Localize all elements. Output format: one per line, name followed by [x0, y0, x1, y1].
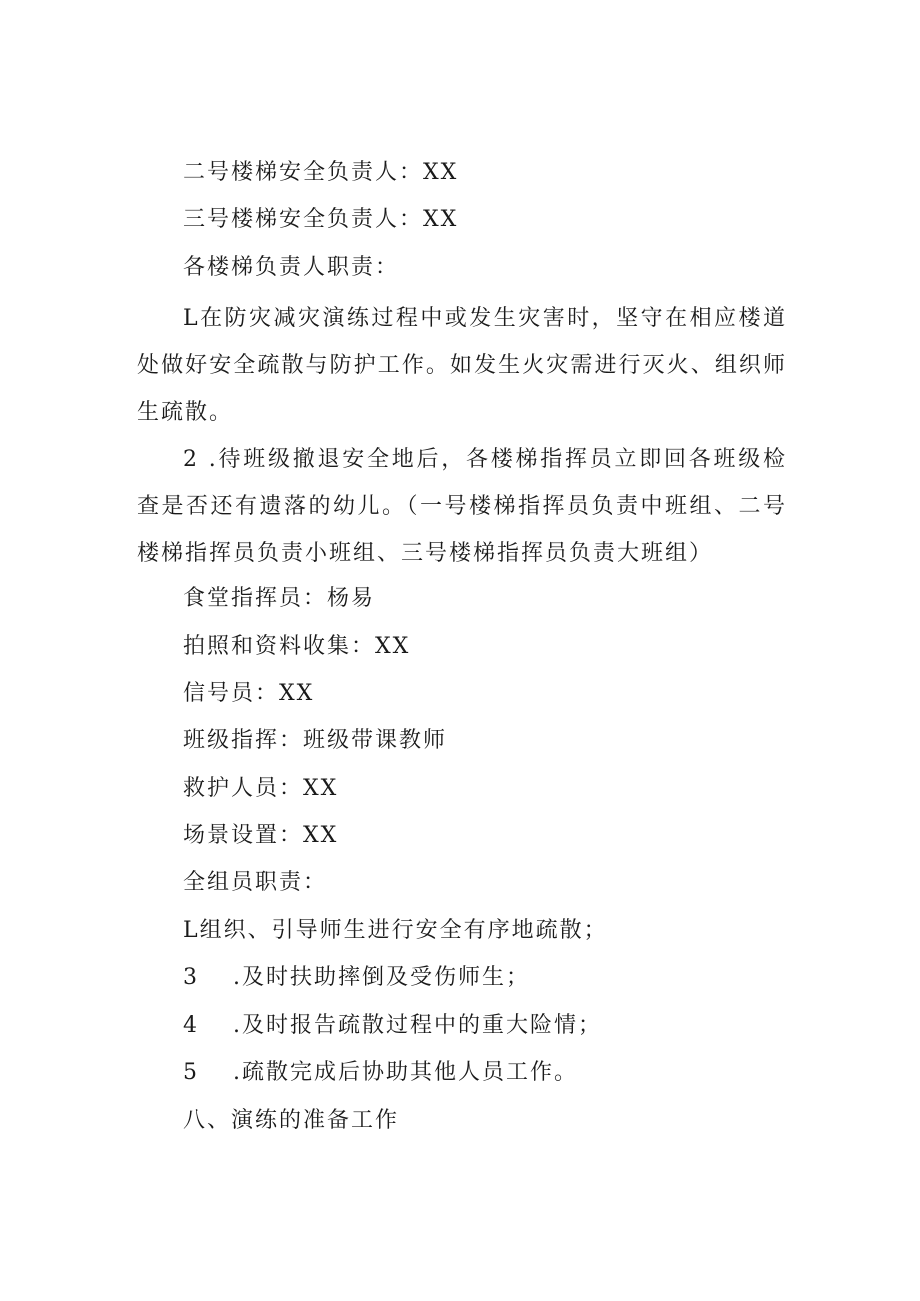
item-text: .疏散完成后协助其他人员工作。 — [233, 1060, 578, 1085]
item-number: 5 — [183, 1060, 199, 1085]
stair-duty-item-1: L在防灾减灾演练过程中或发生灾害时，坚守在相应楼道 处做好安全疏散与防护工作。如发生火灾需进行灭火、组织师 生疏散。 — [137, 306, 787, 425]
all-duty-item-3 — [183, 963, 530, 993]
canteen-commander: 食堂指挥员：杨易 — [183, 586, 376, 611]
stair2-leader: 二号楼梯安全负责人：XX — [183, 160, 459, 185]
all-duty-title: 全组员职责： — [183, 870, 328, 895]
item-number: 3 — [183, 965, 199, 990]
all-duty-item-1: L组织、引导师生进行安全有序地疏散； — [183, 918, 608, 943]
signal-officer: 信号员：XX — [183, 681, 315, 706]
rescue-staff: 救护人员：XX — [183, 776, 339, 801]
all-duty-item-5 — [183, 1058, 578, 1088]
all-duty-item-4 — [183, 1011, 602, 1041]
item-text: .及时报告疏散过程中的重大险情； — [233, 1013, 602, 1038]
photo-collector: 拍照和资料收集：XX — [183, 634, 411, 659]
class-commander: 班级指挥：班级带课教师 — [183, 728, 448, 753]
item-number: 4 — [183, 1013, 199, 1038]
stair3-leader: 三号楼梯安全负责人：XX — [183, 207, 459, 232]
stair-duty-item-2: 2 .待班级撤退安全地后，各楼梯指挥员立即回各班级检查是否还有遗落的幼儿。（一号楼梯指挥员负责中班组、二号楼梯指挥员负责小班组、三号楼梯指挥员负责大班组） — [137, 447, 787, 566]
stair-duty-title: 各楼梯负责人职责： — [183, 255, 400, 280]
scene-setup: 场景设置：XX — [183, 823, 339, 848]
section-heading-8: 八、演练的准备工作 — [183, 1108, 400, 1133]
item-text: .及时扶助摔倒及受伤师生； — [233, 965, 530, 990]
